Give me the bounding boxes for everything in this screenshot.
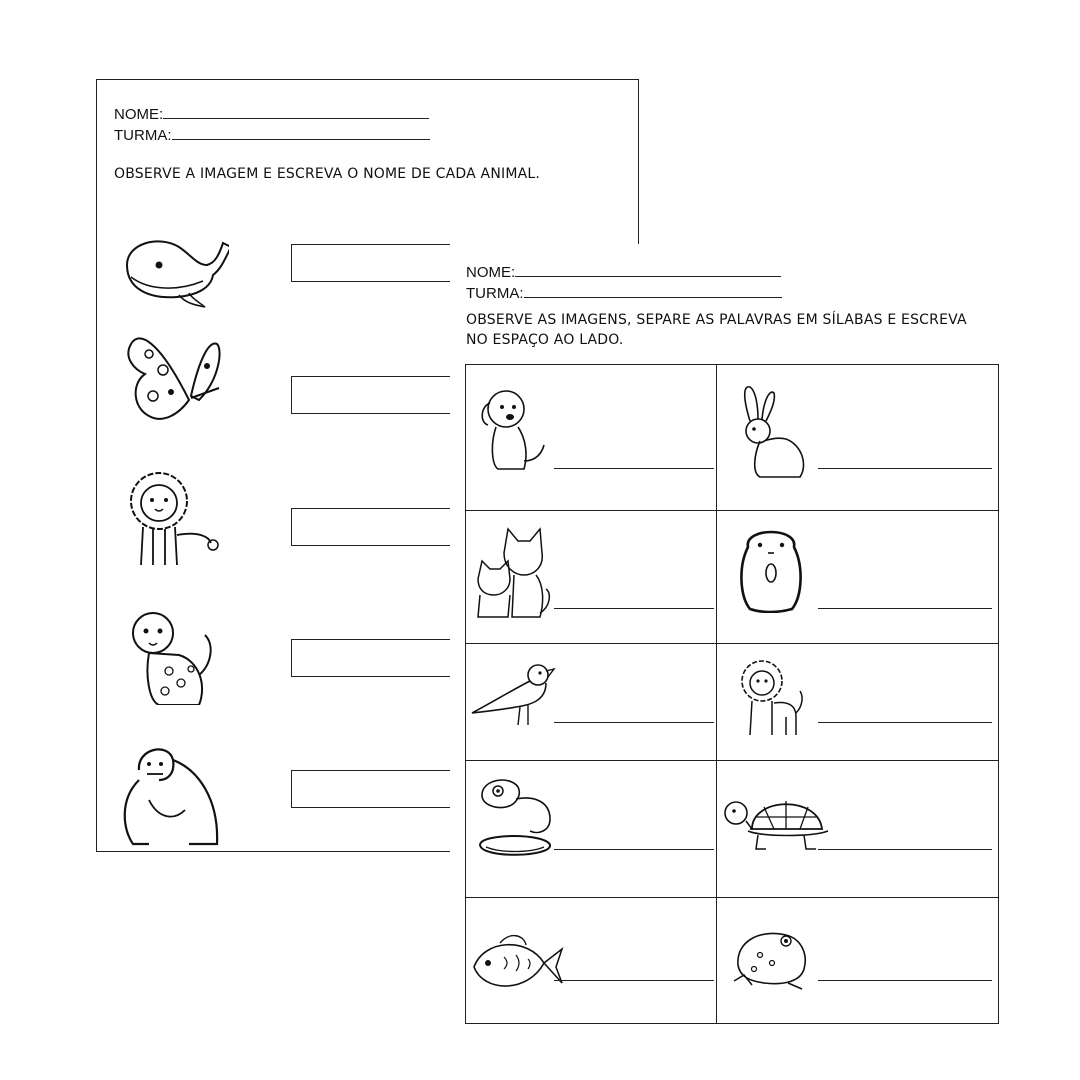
class-label: TURMA: [114, 127, 172, 144]
whale-icon [119, 225, 229, 325]
dog-icon [472, 385, 552, 475]
lion-icon [738, 657, 808, 737]
name-field-2 [466, 262, 781, 282]
write-line[interactable] [554, 722, 714, 723]
instruction-line-2: NO ESPAÇO AO LADO. [466, 332, 624, 348]
grid-divider [466, 897, 998, 898]
class-label-2: TURMA: [466, 285, 524, 302]
name-line[interactable] [163, 104, 429, 119]
cats-icon [474, 523, 552, 618]
write-line[interactable] [818, 980, 992, 981]
class-line[interactable] [172, 125, 430, 140]
write-line[interactable] [554, 468, 714, 469]
write-line[interactable] [554, 608, 714, 609]
worksheet-syllables [450, 244, 1010, 1034]
instruction-text: OBSERVE A IMAGEM E ESCREVA O NOME DE CADA ANIMAL. [114, 166, 541, 182]
lion-icon [119, 465, 229, 565]
write-line[interactable] [818, 849, 992, 850]
leopard-icon [119, 605, 229, 705]
butterfly-icon [119, 330, 229, 430]
toad-icon [730, 925, 810, 991]
grid-divider [466, 760, 998, 761]
hamster-icon [738, 523, 804, 613]
class-line-2[interactable] [524, 283, 782, 298]
bird-icon [470, 661, 556, 729]
instruction-line-1: OBSERVE AS IMAGENS, SEPARE AS PALAVRAS EM SÍLABAS E ESCREVA [466, 312, 967, 328]
name-field [114, 104, 429, 124]
turtle-icon [722, 787, 834, 857]
name-line-2[interactable] [515, 262, 781, 277]
gorilla-icon [119, 740, 229, 848]
class-field-2 [466, 283, 782, 303]
grid-divider [466, 510, 998, 511]
grid-divider [466, 643, 998, 644]
grid-divider-vertical [716, 365, 717, 1023]
write-line[interactable] [818, 722, 992, 723]
write-line[interactable] [554, 849, 714, 850]
fish-icon [470, 931, 564, 1001]
name-label-2: NOME: [466, 264, 516, 281]
syllable-grid [465, 364, 999, 1024]
write-line[interactable] [554, 980, 714, 981]
rabbit-icon [730, 385, 810, 480]
write-line[interactable] [818, 468, 992, 469]
class-field [114, 125, 430, 145]
chameleon-icon [476, 775, 560, 863]
name-label: NOME: [114, 106, 164, 123]
write-line[interactable] [818, 608, 992, 609]
